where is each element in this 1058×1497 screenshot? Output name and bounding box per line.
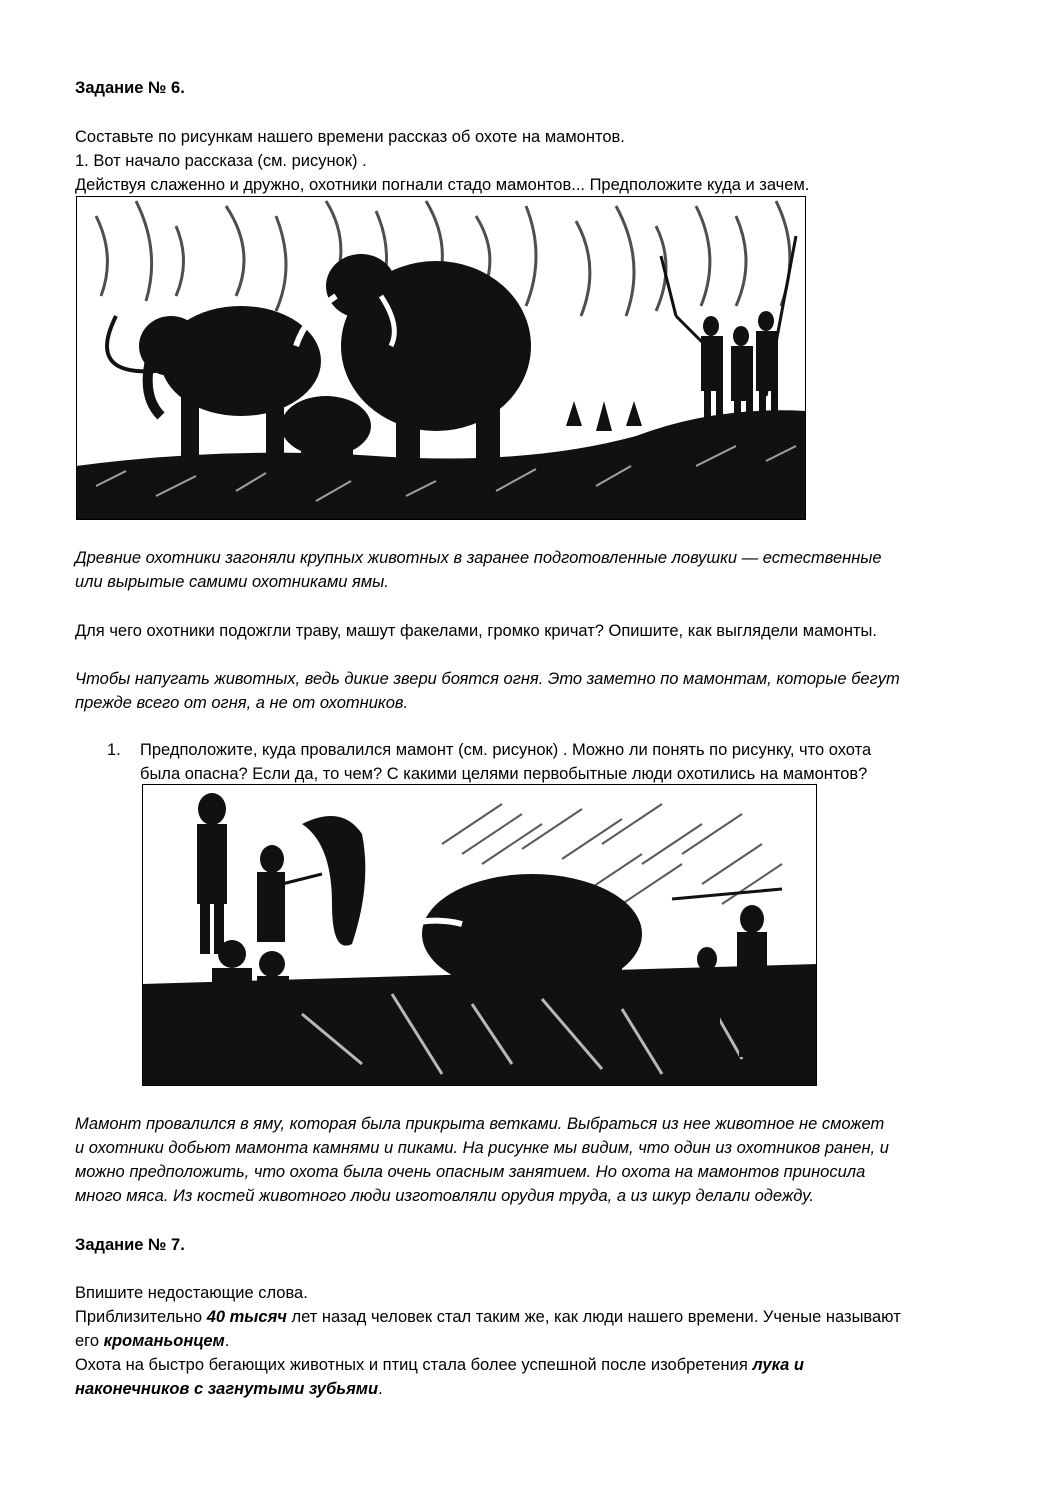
- fill-barbed-tips: наконечников с загнутыми зубьями: [75, 1380, 379, 1398]
- s1-text-2: лет назад человек стал таким же, как люди нашего времени. Ученые называют: [286, 1308, 901, 1326]
- task6-intro-1: Составьте по рисункам нашего времени рассказ об охоте на мамонтов.: [75, 128, 625, 146]
- task6-intro-3: Действуя слаженно и дружно, охотники погнали стадо мамонтов... Предположите куда и зачем.: [75, 176, 810, 194]
- question-3-line-1: Предположите, куда провалился мамонт (см. рисунок) . Можно ли понять по рисунку, что охота: [140, 741, 872, 759]
- mammoth-hunt-fire-illustration: [76, 196, 806, 520]
- answer-3-line-1: Мамонт провалился в яму, которая была прикрыта ветками. Выбраться из нее животное не сможет: [75, 1115, 885, 1133]
- task7-sentence-2-line-1: [75, 1353, 804, 1377]
- answer-3-line-4: много мяса. Из костей животного люди изготовляли орудия труда, а из шкур делали одежду.: [75, 1187, 814, 1205]
- s2-text-2: .: [378, 1380, 383, 1398]
- question-3-line-2: была опасна? Если да, то чем? С какими целями первобытные люди охотились на мамонтов?: [140, 765, 868, 783]
- answer-2-line-1: Чтобы напугать животных, ведь дикие звери боятся огня. Это заметно по мамонтам, которые бегут: [75, 670, 900, 688]
- s2-text-1: Охота на быстро бегающих животных и птиц стала более успешной после изобретения: [75, 1356, 753, 1374]
- question-2: Для чего охотники подожгли траву, машут факелами, громко кричат? Опишите, как выглядели мамонты.: [75, 622, 877, 640]
- task7-sentence-1-line-2: [75, 1329, 229, 1353]
- task7-instruction: Впишите недостающие слова.: [75, 1284, 308, 1302]
- task7-sentence-1-line-1: [75, 1305, 901, 1329]
- answer-3-line-2: и охотники добьют мамонта камнями и пиками. На рисунке мы видим, что один из охотников ранен, и: [75, 1139, 889, 1157]
- answer-2-line-2: прежде всего от огня, а не от охотников.: [75, 694, 409, 712]
- mammoth-pit-illustration: [142, 784, 817, 1086]
- s1-text-1: Приблизительно: [75, 1308, 207, 1326]
- task7-sentence-2-line-2: [75, 1377, 383, 1401]
- list-number: 1.: [107, 741, 121, 759]
- fill-cromagnon: кроманьонцем: [103, 1332, 225, 1350]
- task6-heading: Задание № 6.: [75, 79, 185, 97]
- caption-1-line-2: или вырытые самими охотниками ямы.: [75, 573, 389, 591]
- s1-text-3: его: [75, 1332, 104, 1350]
- s1-text-4: .: [224, 1332, 230, 1350]
- caption-1-line-1: Древние охотники загоняли крупных животных в заранее подготовленные ловушки — естественные: [75, 549, 882, 567]
- fill-bow: лука и: [752, 1356, 805, 1374]
- task6-intro-2: 1. Вот начало рассказа (см. рисунок) .: [75, 152, 367, 170]
- fill-40-thousand: 40 тысяч: [206, 1308, 287, 1326]
- task7-heading: Задание № 7.: [75, 1236, 185, 1254]
- answer-3-line-3: можно предположить, что охота была очень опасным занятием. Но охота на мамонтов приносила: [75, 1163, 866, 1181]
